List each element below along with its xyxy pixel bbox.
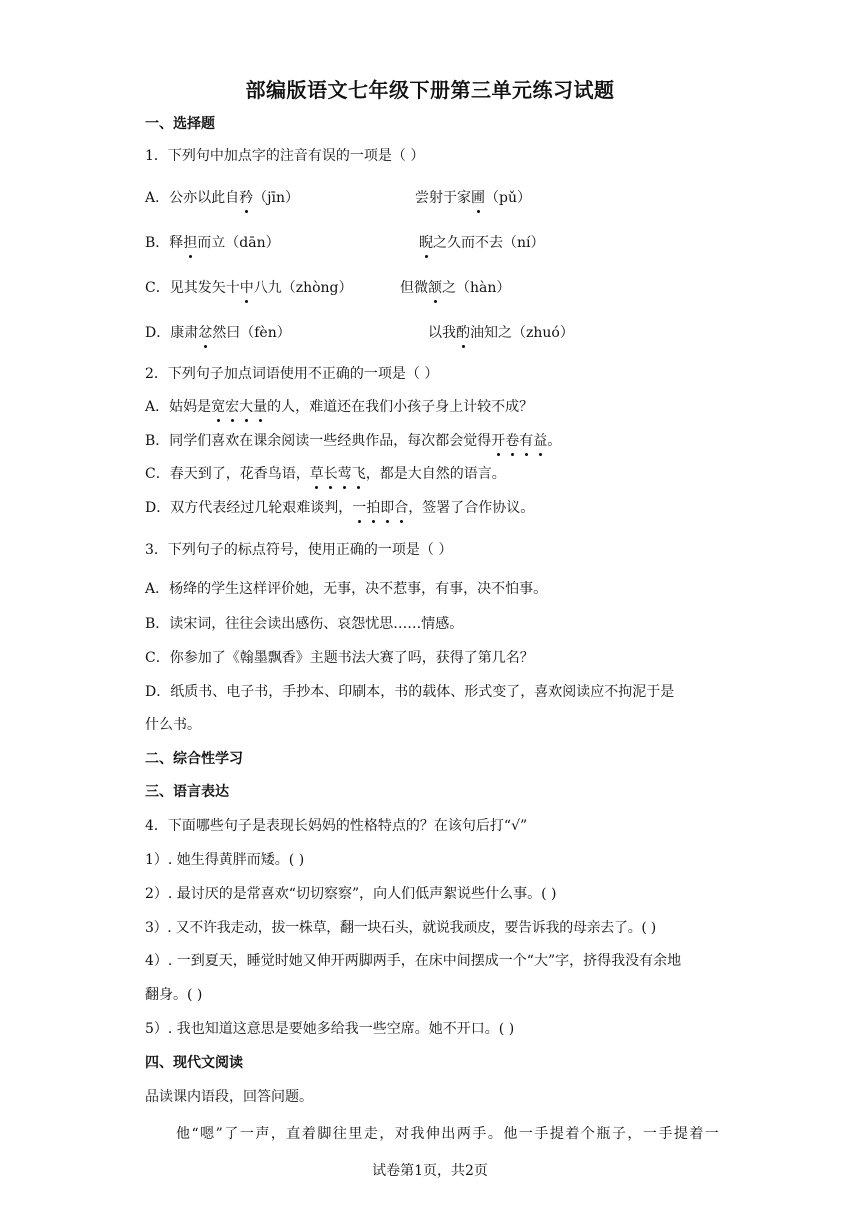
q4-item: 2）. 最讨厌的是常喜欢“切切察察”，向人们低声絮说些什么事。( ): [145, 886, 557, 902]
emphasis-dot-char: 有: [519, 433, 534, 449]
emphasis-dot-char: 睨: [419, 235, 433, 251]
section-heading-reading: 四、现代文阅读: [145, 1055, 243, 1071]
reading-passage-line: 他“嗯”了一声，直着脚往里走，对我伸出两手。他一手提着个瓶子，一手提着一: [176, 1126, 721, 1142]
emphasis-dot-char: 一: [352, 500, 367, 516]
q4-item: 4）. 一到夏天，睡觉时她又伸开两脚两手，在床中间摆成一个“大”字，挤得我没有余地: [145, 953, 682, 969]
q3-stem: 3．下列句子的标点符号，使用正确的一项是（ ）: [145, 542, 453, 558]
q3-option-b: B．读宋词，往往会读出感伤、哀怨忧思……情感。: [145, 616, 464, 632]
q4-item: 1）. 她生得黄胖而矮。( ): [145, 852, 305, 868]
q1-option-a-part1: A．公亦以此自矜（jīn）: [145, 190, 299, 206]
reading-intro: 品读课内语段，回答问题。: [145, 1089, 313, 1105]
emphasis-dot-char: 长: [323, 466, 338, 482]
emphasis-dot-char: 量: [253, 399, 268, 415]
q1-option-b-part1: B．释担而立（dān）: [145, 235, 280, 251]
section-heading-choice: 一、选择题: [145, 116, 215, 132]
emphasis-dot-char: 忿: [198, 325, 213, 341]
q1-option-d-part1: D．康肃忿然曰（fèn）: [145, 325, 291, 341]
q4-item: 5）. 我也知道这意思是要她多给我一些空席。她不开口。( ): [145, 1021, 515, 1037]
q2-option-b: B．同学们喜欢在课余阅读一些经典作品，每次都会觉得开卷有益。: [145, 433, 562, 449]
q1-option-c-part2: 但微颔之（hàn）: [400, 280, 511, 296]
emphasis-dot-char: 中: [239, 280, 254, 296]
emphasis-dot-char: 宏: [225, 399, 240, 415]
emphasis-dot-char: 合: [394, 500, 409, 516]
section-heading-integrated: 二、综合性学习: [145, 751, 243, 767]
emphasis-dot-char: 大: [239, 399, 254, 415]
q3-option-a: A．杨绛的学生这样评价她，无事，决不惹事，有事，决不怕事。: [145, 581, 548, 597]
q1-option-d-part2: 以我酌油知之（zhuó）: [428, 325, 574, 341]
q2-option-a: A．姑妈是宽宏大量的人，难道还在我们小孩子身上计较不成？: [145, 399, 534, 415]
q3-option-c: C．你参加了《翰墨飘香》主题书法大赛了吗，获得了第几名？: [145, 650, 534, 666]
q1-option-b-part2: 睨之久而不去（ní）: [419, 235, 545, 251]
emphasis-dot-char: 圃: [471, 190, 485, 206]
emphasis-dot-char: 益: [533, 433, 548, 449]
section-heading-expression: 三、语言表达: [145, 784, 229, 800]
q2-option-d: D．双方代表经过几轮艰难谈判，一拍即合，签署了合作协议。: [145, 500, 535, 516]
q4-item-continued: 翻身。( ): [145, 987, 203, 1003]
emphasis-dot-word: [352, 500, 408, 516]
emphasis-dot-word: [211, 399, 267, 415]
emphasis-dot-char: 草: [309, 466, 324, 482]
q1-option-c-part1: C．见其发矢十中八九（zhòng）: [145, 280, 353, 296]
q3-option-d-line2: 什么书。: [145, 717, 201, 733]
exam-title: 部编版语文七年级下册第三单元练习试题: [245, 78, 615, 102]
q2-stem: 2．下列句子加点词语使用不正确的一项是（ ）: [145, 366, 439, 382]
emphasis-dot-char: 即: [380, 500, 395, 516]
emphasis-dot-word: [491, 433, 547, 449]
emphasis-dot-char: 颔: [428, 280, 442, 296]
emphasis-dot-char: 卷: [505, 433, 520, 449]
emphasis-dot-char: 莺: [337, 466, 352, 482]
emphasis-dot-char: 宽: [211, 399, 226, 415]
emphasis-dot-char: 酌: [456, 325, 470, 341]
q2-option-c: C．春天到了，花香鸟语，草长莺飞，都是大自然的语言。: [145, 466, 506, 482]
emphasis-dot-word: [310, 466, 366, 482]
q4-item: 3）. 又不许我走动，拔一株草，翻一块石头，就说我顽皮，要告诉我的母亲去了。( ): [145, 920, 656, 936]
emphasis-dot-char: 担: [183, 235, 198, 251]
page-footer: 试卷第1页，共2页: [372, 1163, 488, 1179]
emphasis-dot-char: 拍: [366, 500, 381, 516]
q1-option-a-part2: 尝射于家圃（pǔ）: [415, 190, 531, 206]
emphasis-dot-char: 飞: [351, 466, 366, 482]
emphasis-dot-char: 开: [491, 433, 506, 449]
emphasis-dot-char: 矜: [239, 190, 254, 206]
q3-option-d-line1: D．纸质书、电子书，手抄本、印刷本，书的载体、形式变了，喜欢阅读应不拘泥于是: [145, 684, 675, 700]
q4-stem: 4．下面哪些句子是表现长妈妈的性格特点的？在该句后打“√”: [145, 818, 528, 834]
q1-stem: 1．下列句中加点字的注音有误的一项是（ ）: [145, 148, 425, 164]
